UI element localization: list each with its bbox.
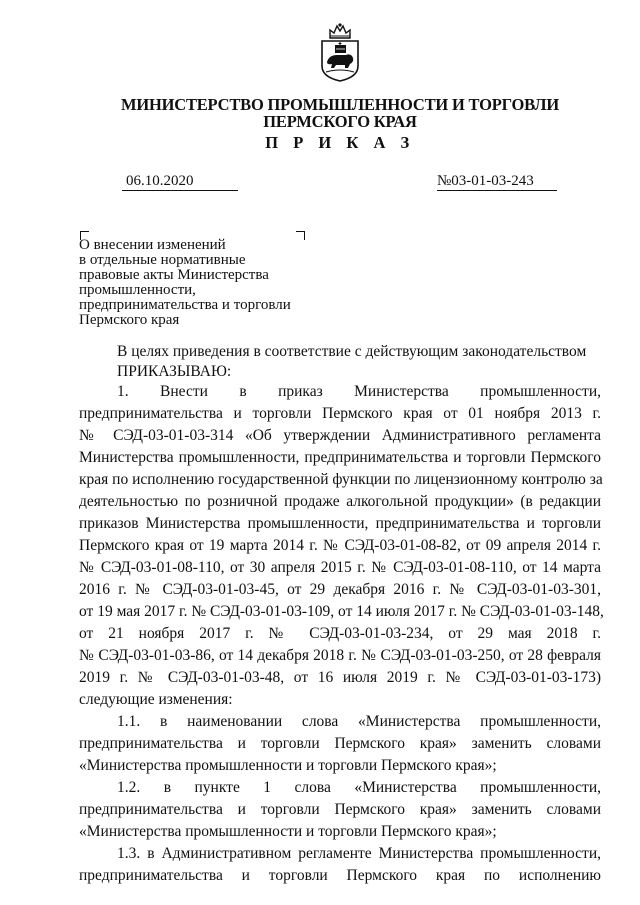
body-line: № СЭД-03-01-08-110, от 30 апреля 2015 г. № СЭД-03-01-08-110, от 14 марта: [79, 559, 601, 576]
body-line: от 19 мая 2017 г. № СЭД-03-01-03-109, от 14 июля 2017 г. № СЭД-03-01-03-148,: [79, 603, 604, 620]
subject-corner-right: [296, 231, 305, 240]
order-subject: [79, 238, 291, 328]
body-line: края по исполнению государственной функции по лицензионному контролю за: [79, 471, 603, 488]
body-line: В целях приведения в соответствие с действующим законодательством: [117, 343, 587, 360]
body-line: ПРИКАЗЫВАЮ:: [117, 363, 232, 380]
coat-of-arms-emblem: [318, 22, 362, 82]
subject-line: правовые акты Министерства: [79, 267, 269, 283]
ministry-name-line-1: МИНИСТЕРСТВО ПРОМЫШЛЕННОСТИ И ТОРГОВЛИ: [120, 95, 560, 114]
body-line: следующие изменения:: [79, 691, 233, 708]
subject-line: предпринимательства и торговли: [79, 297, 291, 313]
body-line: предпринимательства и торговли Пермского края по исполнению: [79, 867, 601, 884]
body-line: предпринимательства и торговли Пермского края» заменить словами: [79, 801, 601, 818]
body-line: № СЭД-03-01-03-86, от 14 декабря 2018 г. № СЭД-03-01-03-250, от 28 февраля: [79, 647, 601, 664]
body-line: Пермского края от 19 марта 2014 г. № СЭД-03-01-08-82, от 09 апреля 2014 г.: [79, 537, 601, 554]
body-line: «Министерства промышленности и торговли Пермского края»;: [79, 757, 497, 774]
body-line: от 21 ноября 2017 г. № СЭД-03-01-03-234, от 29 мая 2018 г.: [79, 625, 601, 642]
body-line: предпринимательства и торговли Пермского края от 01 ноября 2013 г.: [79, 405, 601, 422]
body-line: 2016 г. № СЭД-03-01-03-45, от 29 декабря 2016 г. № СЭД-03-01-03-301,: [79, 581, 601, 598]
body-line: № СЭД-03-01-03-314 «Об утверждении Административного регламента: [79, 427, 601, 444]
order-title: П Р И К А З: [265, 133, 415, 152]
body-line: Министерства промышленности, предпринимательства и торговли Пермского: [79, 449, 601, 466]
body-line: предпринимательства и торговли Пермского края» заменить словами: [79, 735, 601, 752]
ministry-name-line-2: ПЕРМСКОГО КРАЯ: [263, 112, 417, 131]
body-line: 2019 г. № СЭД-03-01-03-48, от 16 июля 2019 г. № СЭД-03-01-03-173): [79, 669, 601, 686]
order-number: №03-01-03-243: [437, 172, 557, 191]
body-line: 1. Внести в приказ Министерства промышленности,: [117, 383, 601, 400]
subject-line: Пермского края: [79, 312, 180, 328]
body-line: 1.2. в пункте 1 слова «Министерства промышленности,: [117, 779, 601, 796]
subject-line: промышленности,: [79, 282, 196, 298]
body-line: «Министерства промышленности и торговли Пермского края»;: [79, 823, 497, 840]
body-line: 1.3. в Административном регламенте Министерства промышленности,: [117, 845, 601, 862]
body-line: деятельностью по розничной продаже алкогольной продукции» (в редакции: [79, 493, 601, 510]
order-date: 06.10.2020: [122, 172, 238, 191]
subject-line: О внесении изменений: [79, 237, 226, 253]
subject-line: в отдельные нормативные: [79, 252, 246, 268]
body-line: 1.1. в наименовании слова «Министерства промышленности,: [117, 713, 601, 730]
body-line: приказов Министерства промышленности, предпринимательства и торговли: [79, 515, 601, 532]
